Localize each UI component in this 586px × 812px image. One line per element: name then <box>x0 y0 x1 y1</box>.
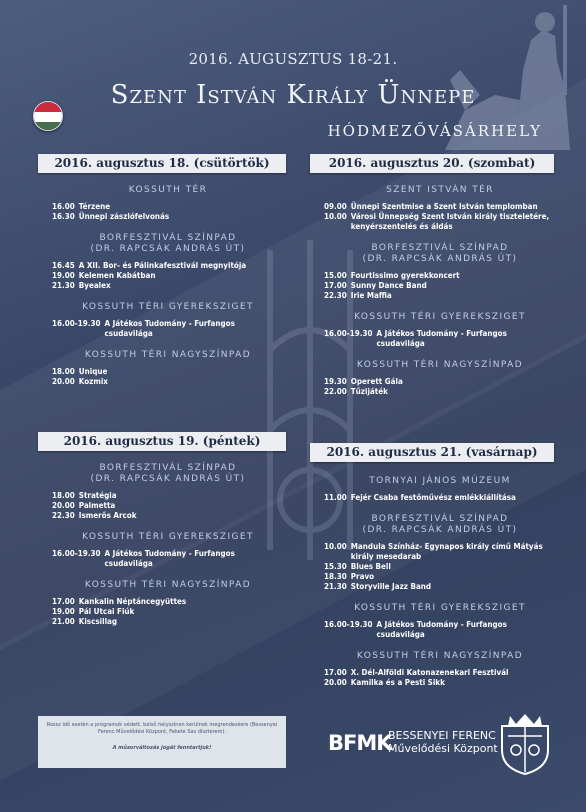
venue-heading <box>324 651 556 662</box>
event-name: Mandula Színház- Egynapos király című Mátyás király mesedarab <box>350 542 543 561</box>
venue-heading <box>324 243 556 265</box>
event-name: Sunny Dance Band <box>350 281 427 290</box>
event-time: 16.00 <box>52 202 75 211</box>
event-row <box>324 212 556 232</box>
venue-heading <box>324 603 556 614</box>
event-time: 16.30 <box>52 212 75 221</box>
venue-heading-line: KOSSUTH TÉRI GYEREKSZIGET <box>82 302 254 312</box>
schedule-aug-20 <box>324 185 556 397</box>
event-name: Blues Bell <box>350 562 391 571</box>
event-time: 10.00 <box>324 542 347 551</box>
venue-heading <box>52 233 284 255</box>
event-time: 20.00 <box>324 678 347 687</box>
event-name: Byealex <box>78 281 111 290</box>
event-time: 19.30 <box>324 377 347 386</box>
event-name: Városi Ünnepség Szent István király tiszteletére, kenyérszentelés és áldás <box>350 212 550 231</box>
venue-heading-line: (DR. RAPCSÁK ANDRÁS ÚT) <box>90 474 246 484</box>
city-crest-icon <box>496 712 554 776</box>
schedule-aug-19 <box>52 463 284 627</box>
event-row <box>52 491 284 501</box>
event-row <box>324 572 556 582</box>
venue-heading <box>52 532 284 543</box>
day-header-aug-20: 2016. augusztus 20. (szombat) <box>310 154 554 173</box>
event-name: Ünnepi Szentmise a Szent István templomban <box>350 202 538 211</box>
venue-heading-line: KOSSUTH TÉRI NAGYSZÍNPAD <box>356 360 524 370</box>
event-name: Palmetta <box>78 501 116 510</box>
venue-heading <box>324 185 556 196</box>
event-time: 17.00 <box>52 597 75 606</box>
venue-heading-line: BORFESZTIVÁL SZÍNPAD <box>371 243 509 253</box>
venue-heading-line: BORFESZTIVÁL SZÍNPAD <box>99 233 237 243</box>
venue-heading-line: KOSSUTH TÉRI NAGYSZÍNPAD <box>84 580 252 590</box>
event-name: Kelemen Kabátban <box>78 271 156 280</box>
venue-heading <box>324 476 556 487</box>
event-row <box>324 678 556 688</box>
event-row <box>52 549 284 569</box>
weather-notice <box>38 716 286 768</box>
event-name: Kozmix <box>78 377 108 386</box>
event-name: Kiscsillag <box>78 617 118 626</box>
event-name: A Játékos Tudomány - Furfangos csudavilága <box>376 329 507 348</box>
venue-heading-line: KOSSUTH TÉRI GYEREKSZIGET <box>354 312 526 322</box>
venue-heading-line: (DR. RAPCSÁK ANDRÁS ÚT) <box>362 254 518 264</box>
bfmk-logo: BFMK <box>328 731 392 755</box>
festival-dates: 2016. AUGUSZTUS 18-21. <box>188 50 398 68</box>
event-row <box>52 597 284 607</box>
event-row <box>52 212 284 222</box>
event-name: A Játékos Tudomány - Furfangos csudavilága <box>104 319 235 338</box>
event-time: 11.00 <box>324 493 347 502</box>
event-time: 21.00 <box>52 617 75 626</box>
venue-heading-line: TORNYAI JÁNOS MÚZEUM <box>369 476 511 486</box>
event-time: 15.30 <box>324 562 347 571</box>
event-time: 22.30 <box>52 511 75 520</box>
event-row <box>324 271 556 281</box>
event-time: 19.00 <box>52 271 75 280</box>
event-name: Storyville Jazz Band <box>350 582 432 591</box>
event-name: Kankalin Néptáncegyüttes <box>78 597 187 606</box>
event-name: Unique <box>78 367 108 376</box>
event-time: 18.30 <box>324 572 347 581</box>
event-row <box>324 281 556 291</box>
venue-heading <box>324 312 556 323</box>
event-time: 17.00 <box>324 668 347 677</box>
event-name: Fourtissimo gyerekkoncert <box>350 271 460 280</box>
event-name: Térzene <box>78 202 111 211</box>
venue-heading <box>324 514 556 536</box>
day-header-aug-21: 2016. augusztus 21. (vasárnap) <box>310 443 554 462</box>
venue-heading-line: (DR. RAPCSÁK ANDRÁS ÚT) <box>90 244 246 254</box>
event-row <box>52 377 284 387</box>
event-time: 16.00-19.30 <box>324 620 373 629</box>
event-row <box>324 291 556 301</box>
event-row <box>324 542 556 562</box>
event-time: 22.00 <box>324 387 347 396</box>
event-row <box>324 668 556 678</box>
venue-heading-line: KOSSUTH TÉRI NAGYSZÍNPAD <box>356 651 524 661</box>
event-row <box>52 607 284 617</box>
event-name: Tűzijáték <box>350 387 388 396</box>
organizer-name <box>388 729 498 755</box>
event-row <box>324 329 556 349</box>
event-row <box>52 271 284 281</box>
event-name: Pál Utcai Fiúk <box>78 607 135 616</box>
event-time: 16.00-19.30 <box>52 319 101 328</box>
event-name: Irie Maffia <box>350 291 392 300</box>
event-time: 17.00 <box>324 281 347 290</box>
event-row <box>52 617 284 627</box>
event-row <box>52 319 284 339</box>
event-row <box>52 261 284 271</box>
venue-heading <box>52 350 284 361</box>
event-time: 18.00 <box>52 367 75 376</box>
event-name: Kamilka és a Pesti Sikk <box>350 678 445 687</box>
event-row <box>324 387 556 397</box>
weather-notice-text: Rossz idő esetén a programok védett, belső helyszínen kerülnek megrendezésre (Bessenyei Ferenc Művelődési Központ, Fekete Sas díszterem). <box>46 722 278 735</box>
event-name: Stratégia <box>78 491 117 500</box>
event-time: 21.30 <box>324 582 347 591</box>
venue-heading <box>52 463 284 485</box>
event-row <box>52 501 284 511</box>
event-row <box>324 620 556 640</box>
venue-heading <box>52 185 284 196</box>
event-name: Operett Gála <box>350 377 403 386</box>
event-time: 09.00 <box>324 202 347 211</box>
event-row <box>324 562 556 572</box>
schedule-aug-21 <box>324 476 556 688</box>
event-row <box>52 202 284 212</box>
city-name: HÓDMEZŐVÁSÁRHELY <box>327 122 542 140</box>
event-row <box>52 367 284 377</box>
event-row <box>324 202 556 212</box>
event-name: Fejér Csaba festőművész emlékkiállítása <box>350 493 516 502</box>
venue-heading <box>52 302 284 313</box>
venue-heading-line: BORFESZTIVÁL SZÍNPAD <box>371 514 509 524</box>
event-time: 20.00 <box>52 501 75 510</box>
event-time: 16.45 <box>52 261 75 270</box>
event-time: 18.00 <box>52 491 75 500</box>
program-change-notice: A műsorváltozás jogát fenntartjuk! <box>112 745 212 751</box>
venue-heading-line: KOSSUTH TÉRI GYEREKSZIGET <box>82 532 254 542</box>
event-time: 16.00-19.30 <box>324 329 373 338</box>
venue-heading <box>52 580 284 591</box>
festival-title: Szent István Király Ünnepe <box>110 80 476 110</box>
event-name: X. Dél-Alföldi Katonazenekari Fesztivál <box>350 668 509 677</box>
event-time: 16.00-19.30 <box>52 549 101 558</box>
event-row <box>324 377 556 387</box>
organizer-name-line2: Művelődési Központ <box>388 742 498 755</box>
day-header-aug-18: 2016. augusztus 18. (csütörtök) <box>38 154 286 173</box>
event-time: 22.30 <box>324 291 347 300</box>
venue-heading-line: BORFESZTIVÁL SZÍNPAD <box>99 463 237 473</box>
venue-heading-line: (DR. RAPCSÁK ANDRÁS ÚT) <box>362 525 518 535</box>
venue-heading <box>324 360 556 371</box>
event-time: 10.00 <box>324 212 347 221</box>
venue-heading-line: SZENT ISTVÁN TÉR <box>386 185 494 195</box>
event-time: 19.00 <box>52 607 75 616</box>
event-time: 15.00 <box>324 271 347 280</box>
event-name: A Játékos Tudomány - Furfangos csudavilága <box>376 620 507 639</box>
event-name: A Játékos Tudomány - Furfangos csudavilága <box>104 549 235 568</box>
event-name: Pravo <box>350 572 375 581</box>
event-time: 20.00 <box>52 377 75 386</box>
event-name: Ismerős Arcok <box>78 511 137 520</box>
event-row <box>52 511 284 521</box>
venue-heading-line: KOSSUTH TÉR <box>128 185 208 195</box>
venue-heading-line: KOSSUTH TÉRI NAGYSZÍNPAD <box>84 350 252 360</box>
event-time: 21.30 <box>52 281 75 290</box>
event-row <box>52 281 284 291</box>
event-row <box>324 582 556 592</box>
venue-heading-line: KOSSUTH TÉRI GYEREKSZIGET <box>354 603 526 613</box>
schedule-aug-18 <box>52 185 284 387</box>
event-name: A XII. Bor- és Pálinkafesztivál megnyitója <box>78 261 247 270</box>
event-name: Ünnepi zászlófelvonás <box>78 212 170 221</box>
day-header-aug-19: 2016. augusztus 19. (péntek) <box>38 432 286 451</box>
event-row <box>324 493 556 503</box>
organizer-name-line1: BESSENYEI FERENC <box>388 729 496 742</box>
